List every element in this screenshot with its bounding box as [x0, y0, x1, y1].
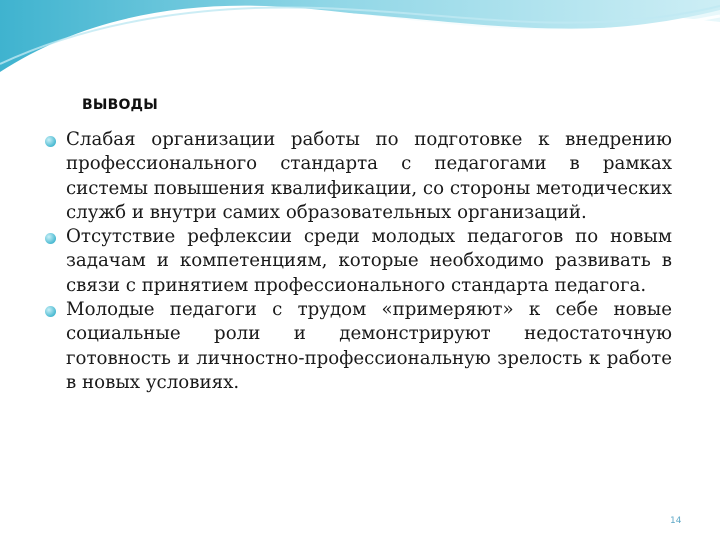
bullet-list: [44, 128, 672, 395]
header-wave-decoration: [0, 0, 720, 90]
slide-title: ВЫВОДЫ: [82, 97, 158, 113]
bullet-icon: [45, 233, 56, 244]
bullet-text: Молодые педагоги с трудом «примеряют» к себе новые социальные роли и демонстрируют недостаточную готовность и личностно-профессиональную зрелость к работе в новых условиях.: [66, 299, 672, 393]
bullet-item: [44, 128, 672, 225]
bullet-text: Слабая организации работы по подготовке к внедрению профессионального стандарта с педагогами в рамках системы повышения квалификации, со стороны методических служб и внутри самих образовательных организаций.: [66, 129, 672, 223]
bullet-icon: [45, 136, 56, 147]
bullet-icon: [45, 306, 56, 317]
bullet-item: [44, 225, 672, 298]
page-number: 14: [670, 516, 682, 526]
bullet-text: Отсутствие рефлексии среди молодых педагогов по новым задачам и компетенциям, которые необходимо развивать в связи с принятием профессионального стандарта педагога.: [66, 226, 672, 296]
bullet-item: [44, 298, 672, 395]
